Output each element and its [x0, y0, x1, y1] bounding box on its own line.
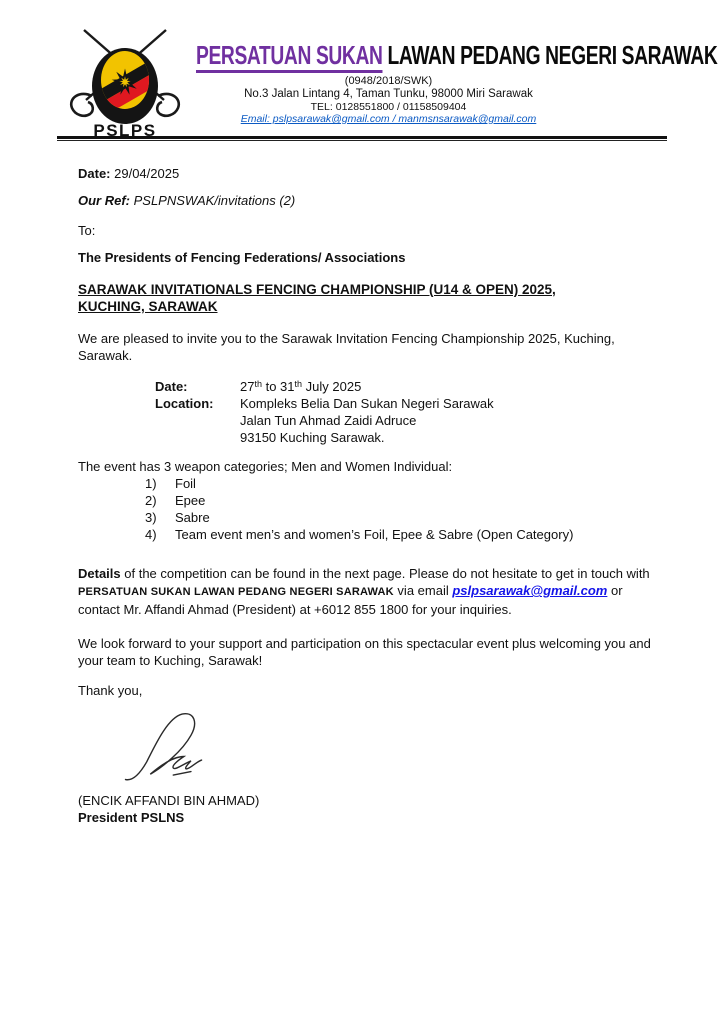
date-value: 29/04/2025 — [110, 166, 180, 181]
event-date-row — [155, 378, 656, 395]
closing-paragraph: We look forward to your support and participation on this spectacular event plus welcoming you and your team to Kuching, Sarawak! — [78, 636, 651, 668]
event-date-value: 27th to 31th July 2025 — [240, 379, 362, 394]
organisation-title — [196, 40, 718, 70]
list-item: 3) Sabre — [145, 510, 210, 525]
event-location-row — [155, 395, 656, 446]
letterhead-text — [196, 40, 718, 125]
fencing-mask-icon — [92, 48, 158, 124]
event-details-block — [155, 378, 656, 446]
date-label: Date: — [78, 166, 111, 181]
categories-section — [78, 458, 656, 543]
organisation-telephone: TEL: 0128551800 / 01158509404 — [310, 101, 467, 113]
registration-number: (0948/2018/SWK) — [344, 75, 433, 87]
organisation-email-links[interactable]: Email: pslpsarawak@gmail.com / manmsnsarawak@gmail.com — [240, 113, 537, 125]
our-ref-row — [78, 192, 656, 209]
details-lead: Details — [78, 566, 121, 581]
logo-acronym-text: PSLPS — [93, 121, 157, 138]
event-location-value — [240, 395, 656, 446]
intro-paragraph: We are pleased to invite you to the Sarawak Invitation Fencing Championship 2025, Kuching, Sarawak. — [78, 331, 615, 363]
organisation-title-rest: LAWAN PEDANG NEGERI SARAWAK — [382, 40, 718, 70]
thank-you-line: Thank you, — [78, 683, 143, 698]
location-line-1: Kompleks Belia Dan Sukan Negeri Sarawak — [240, 396, 494, 411]
organisation-title-highlight: PERSATUAN SUKAN — [196, 40, 383, 73]
signatory-title: President PSLNS — [78, 810, 185, 825]
our-ref-label: Our Ref: — [78, 193, 130, 208]
subject-heading — [78, 281, 656, 315]
recipient-line: The Presidents of Fencing Federations/ Associations — [78, 250, 406, 265]
organisation-address: No.3 Jalan Lintang 4, Taman Tunku, 98000 Miri Sarawak — [244, 88, 533, 100]
signatory-name: (ENCIK AFFANDI BIN AHMAD) — [78, 793, 260, 808]
letterhead — [0, 0, 723, 158]
our-ref-value: PSLPNSWAK/invitations (2) — [130, 193, 296, 208]
list-item: 2) Epee — [145, 493, 206, 508]
club-logo — [64, 28, 186, 138]
subject-line-2: KUCHING, SARAWAK — [78, 299, 218, 314]
location-line-2: Jalan Tun Ahmad Zaidi Adruce — [240, 413, 417, 428]
event-location-label: Location: — [155, 396, 214, 411]
letterhead-divider — [57, 136, 667, 141]
to-label: To: — [78, 223, 96, 238]
location-line-3: 93150 Kuching Sarawak. — [240, 430, 385, 445]
subject-line-1: SARAWAK INVITATIONALS FENCING CHAMPIONSHIP (U14 & OPEN) 2025, — [78, 282, 556, 297]
letter-date-row — [78, 165, 656, 182]
details-paragraph: Details of the competition can be found in the next page. Please do not hesitate to get in touch with PERSATUAN SUKAN LAWAN PEDANG NEGERI SARAWAK via email pslpsarawak@gmail.com or contact Mr. Affandi Ahmad (President) at +6012 855 1800 for your inquiries. — [78, 566, 650, 617]
letter-body — [0, 165, 723, 826]
signature-image — [108, 707, 258, 791]
list-item: 4) Team event men’s and women’s Foil, Epee & Sabre (Open Category) — [145, 527, 574, 542]
categories-intro: The event has 3 weapon categories; Men and Women Individual: — [78, 459, 453, 474]
list-item: 1) Foil — [145, 476, 196, 491]
organisation-name-caps: PERSATUAN SUKAN LAWAN PEDANG NEGERI SARAWAK — [78, 586, 394, 598]
event-date-label: Date: — [155, 379, 188, 394]
contact-email-link[interactable]: pslpsarawak@gmail.com — [452, 583, 608, 598]
